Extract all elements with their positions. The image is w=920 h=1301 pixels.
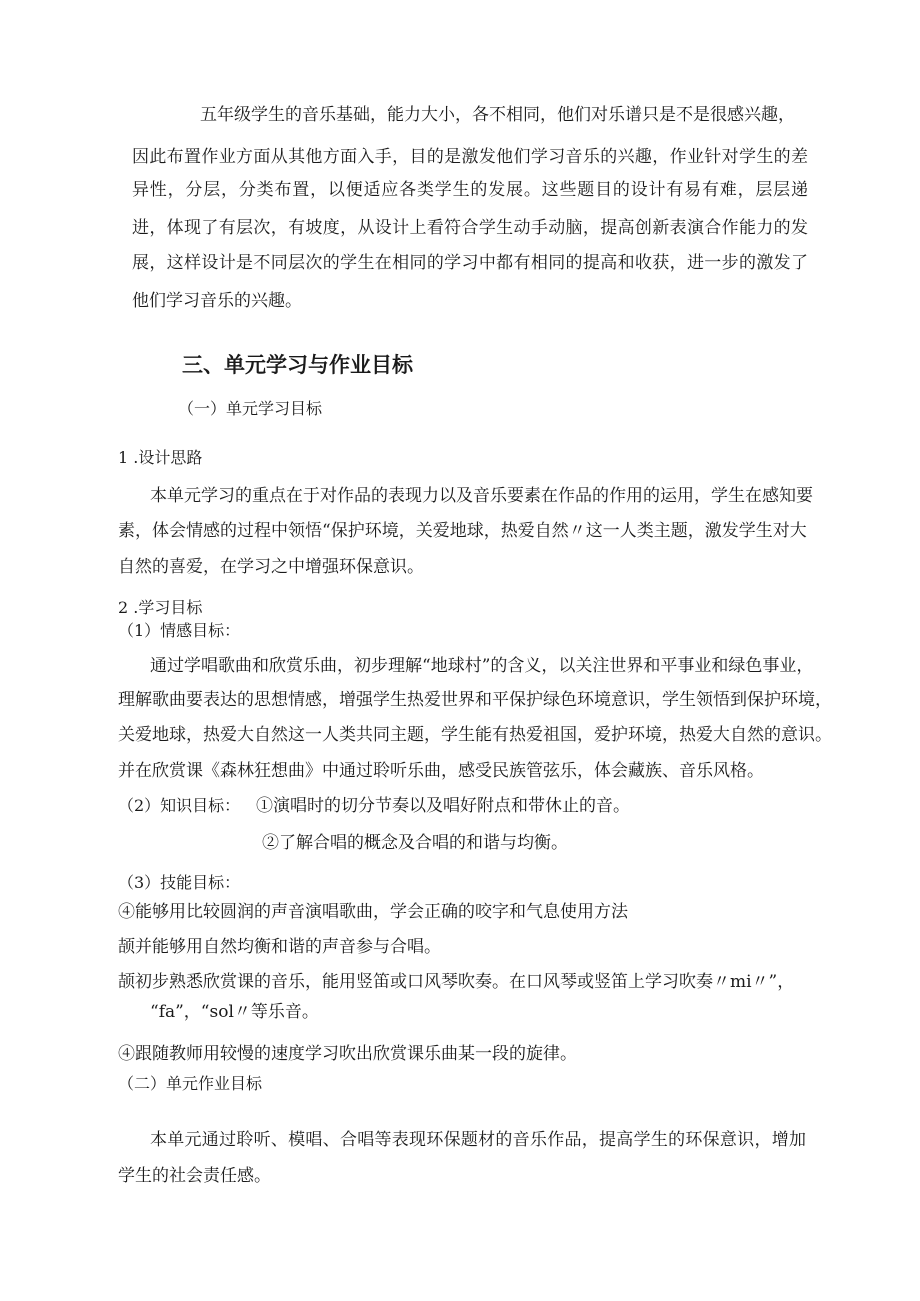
knowledge-item-2: ②了解合唱的概念及合唱的和谐与均衡。 [262, 833, 568, 853]
skill-item-3-cont: “fa”，“sol〃等乐音。 [150, 1002, 319, 1022]
emotion-line-4: 并在欣赏课《森林狂想曲》中通过聆听乐曲，感受民族管弦乐，体会藏族、音乐风格。 [118, 761, 764, 781]
design-line-2: 素，体会情感的过程中领悟“保护环境，关爱地球，热爱自然〃这一人类主题，激发学生对大 [118, 521, 807, 541]
subsection-heading-2: （二）单元作业目标 [118, 1074, 263, 1093]
emotion-line-2: 理解歌曲要表达的思想情感，增强学生热爱世界和平保护绿色环境意识，学生领悟到保护环境， [118, 690, 832, 710]
homework-line-1: 本单元通过聆听、模唱、合唱等表现环保题材的音乐作品，提高学生的环保意识，增加 [150, 1130, 806, 1150]
emotion-line-3: 关爱地球，热爱大自然这一人类共同主题，学生能有热爱祖国，爱护环境，热爱大自然的意识。 [118, 725, 832, 745]
goals-title: 2 .学习目标 [118, 598, 203, 617]
section-heading: 三、单元学习与作业目标 [182, 353, 413, 377]
skill-item-3: 颉初步熟悉欣赏课的音乐，能用竖笛或口风琴吹奏。在口风琴或竖笛上学习吹奏〃mi〃”， [118, 972, 795, 992]
skill-title: （3）技能目标： [118, 873, 241, 892]
skill-item-4: ④跟随教师用较慢的速度学习吹出欣赏课乐曲某一段的旋律。 [118, 1044, 577, 1064]
design-line-1: 本单元学习的重点在于对作品的表现力以及音乐要素在作品的作用的运用，学生在感知要 [150, 486, 813, 506]
emotion-line-1: 通过学唱歌曲和欣赏乐曲，初步理解“地球村”的含义，以关注世界和平事业和绿色事业， [150, 656, 814, 676]
knowledge-item-1: ①演唱时的切分节奏以及唱好附点和带休止的音。 [256, 796, 630, 816]
homework-line-2: 学生的社会责任感。 [118, 1166, 271, 1186]
design-title: 1 .设计思路 [118, 448, 203, 467]
intro-line-4: 进，体现了有层次，有坡度，从设计上看符合学生动手动脑，提高创新表演合作能力的发 [132, 218, 808, 238]
intro-line-1: 五年级学生的音乐基础，能力大小，各不相同，他们对乐谱只是不是很感兴趣， [200, 105, 795, 125]
intro-line-2: 因此布置作业方面从其他方面入手，目的是激发他们学习音乐的兴趣，作业针对学生的差 [132, 147, 808, 167]
intro-line-5: 展，这样设计是不同层次的学生在相同的学习中都有相同的提高和收获，进一步的激发了 [132, 253, 808, 273]
intro-line-3: 异性，分层，分类布置，以便适应各类学生的发展。这些题目的设计有易有难，层层递 [132, 180, 808, 200]
subsection-heading-1: （一）单元学习目标 [178, 399, 323, 418]
skill-item-1: ④能够用比较圆润的声音演唱歌曲，学会正确的咬字和气息使用方法 [118, 902, 628, 922]
intro-line-6: 他们学习音乐的兴趣。 [132, 291, 302, 311]
emotion-title: （1）情感目标： [118, 621, 241, 640]
knowledge-title: （2）知识目标： [118, 796, 241, 815]
design-line-3: 自然的喜爱，在学习之中增强环保意识。 [118, 557, 424, 577]
skill-item-2: 颉并能够用自然均衡和谐的声音参与合唱。 [118, 937, 441, 957]
